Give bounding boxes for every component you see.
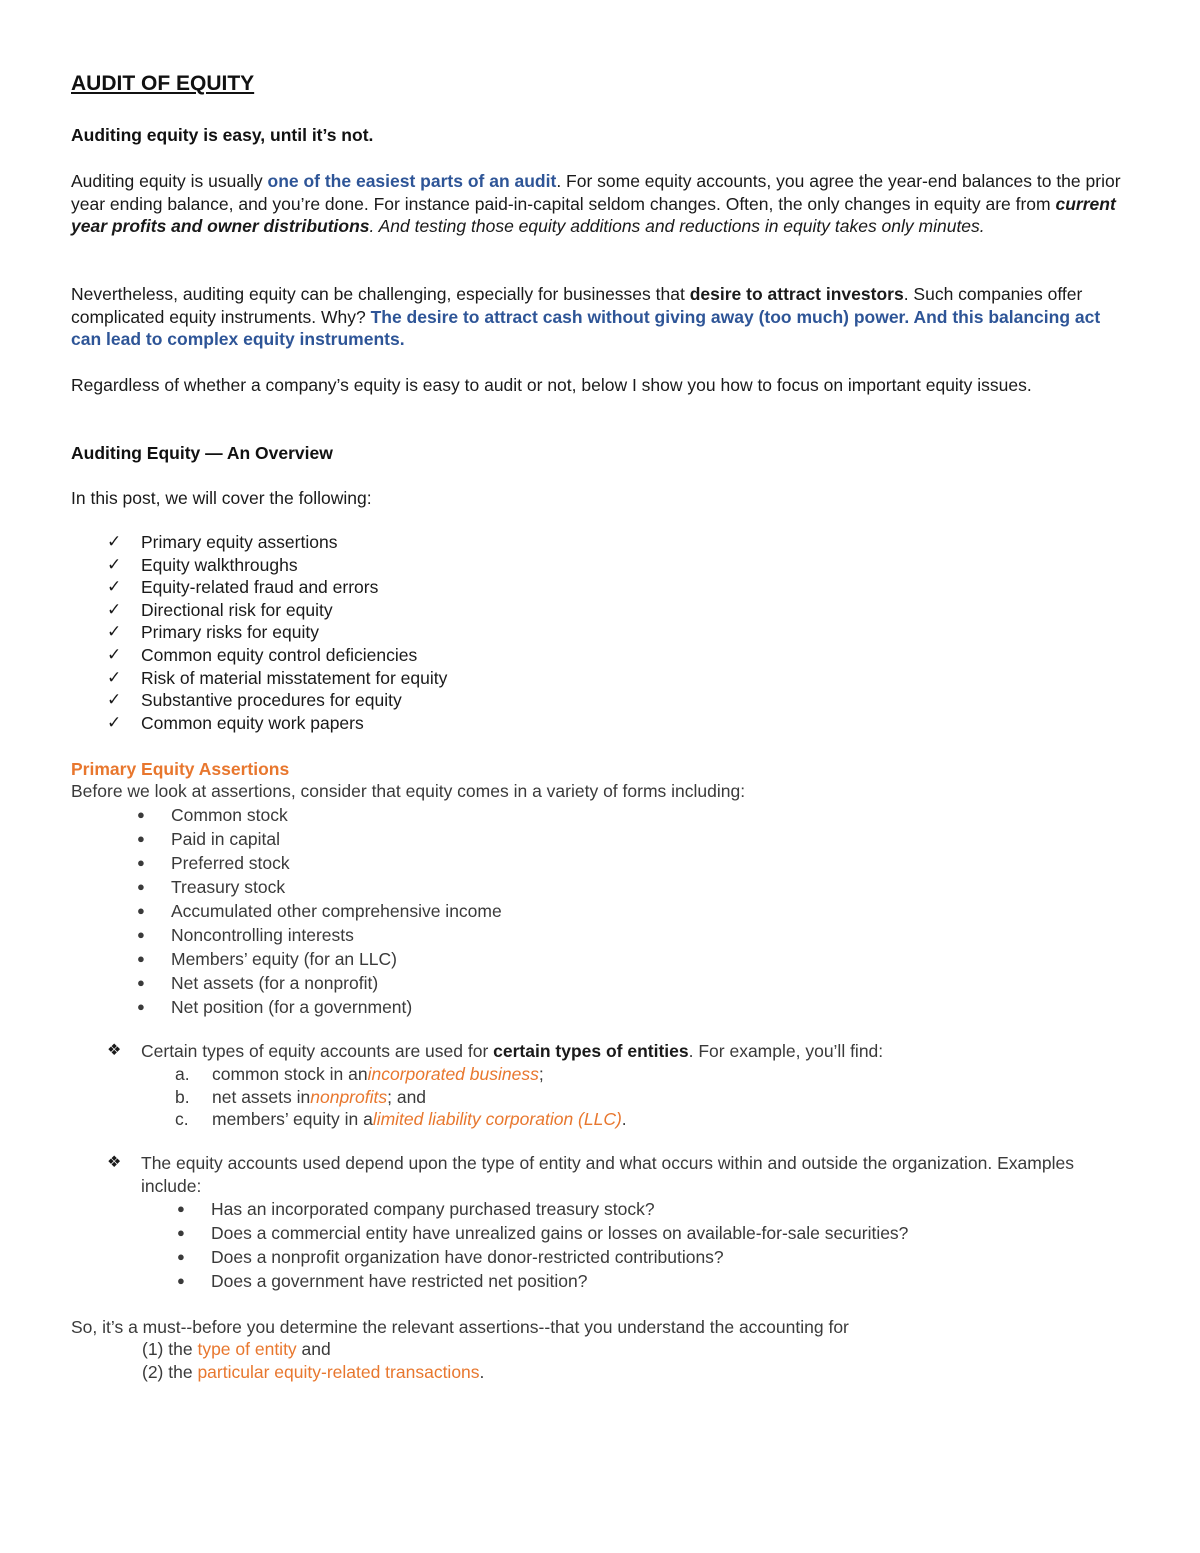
example-label: Has an incorporated company purchased treasury stock? (211, 1198, 655, 1219)
bullet-icon: ● (177, 1248, 185, 1264)
nevertheless-text-1: Nevertheless, auditing equity can be challenging, especially for businesses that (71, 284, 690, 304)
llc-link[interactable]: limited liability corporation (LLC) (372, 1109, 622, 1130)
equity-forms-list (135, 803, 502, 1019)
depend-examples-list (175, 1197, 908, 1293)
check-item-label: Common equity control deficiencies (141, 645, 418, 666)
item-text: common stock in an (212, 1064, 368, 1085)
bullet-icon: ● (137, 902, 145, 918)
item-punct: . (621, 1109, 627, 1130)
list-item (107, 599, 447, 622)
item-label: a. (175, 1064, 190, 1085)
intro-bold-italic: current year profits and owner distributions (71, 193, 1116, 236)
list-item (107, 689, 447, 712)
list-item (107, 621, 447, 644)
entities-text-1: Certain types of equity accounts are used for (141, 1041, 494, 1061)
list-item (175, 1245, 908, 1269)
list-item (135, 971, 502, 995)
list-item (135, 851, 502, 875)
form-label: Treasury stock (171, 876, 286, 897)
item-punct: ; and (387, 1086, 427, 1107)
check-item-label: Directional risk for equity (141, 599, 333, 620)
intro-highlight: one of the easiest parts of an audit (267, 171, 557, 191)
closing-line-2 (142, 1361, 484, 1384)
bullet-icon: ● (137, 854, 145, 870)
list-item (175, 1108, 627, 1131)
intro-text-2: . For some equity accounts, you agree the year-end balances to the prior year ending balance, and you’re done. For instance paid-in-capital seldom changes. Often, the only changes in equity are from (71, 171, 1121, 214)
bullet-icon: ● (137, 998, 145, 1014)
item-punct: ; (538, 1064, 544, 1085)
entities-examples-list (175, 1063, 627, 1131)
list-item (135, 827, 502, 851)
check-item-label: Primary risks for equity (141, 622, 319, 643)
item-text: net assets in (212, 1086, 311, 1107)
form-label: Net assets (for a nonprofit) (171, 972, 379, 993)
diamond-bullet-icon: ❖ (107, 1154, 122, 1171)
type-of-entity-link[interactable]: type of entity (197, 1339, 297, 1359)
list-item (175, 1086, 627, 1109)
entities-note (107, 1040, 1107, 1063)
form-label: Noncontrolling interests (171, 924, 354, 945)
list-item (175, 1197, 908, 1221)
list-item (135, 875, 502, 899)
entities-text-2: . For example, you’ll find: (688, 1041, 884, 1061)
closing-line-1-post: and (296, 1339, 331, 1359)
closing-line-2-pre: (2) the (142, 1362, 198, 1382)
check-icon: ✓ (107, 690, 122, 710)
list-item (175, 1063, 627, 1086)
form-label: Members’ equity (for an LLC) (171, 948, 397, 969)
bullet-icon: ● (137, 974, 145, 990)
list-item (107, 554, 447, 577)
bullet-icon: ● (177, 1224, 185, 1240)
check-icon: ✓ (107, 532, 122, 552)
list-item (135, 899, 502, 923)
check-icon: ✓ (107, 712, 122, 732)
nonprofits-link[interactable]: nonprofits (310, 1086, 388, 1107)
nevertheless-paragraph (71, 283, 1131, 351)
document-title: AUDIT OF EQUITY (71, 72, 255, 95)
list-item (175, 1269, 908, 1293)
item-text: members’ equity in a (212, 1109, 373, 1130)
entities-bold: certain types of entities (493, 1041, 689, 1061)
check-icon: ✓ (107, 577, 122, 597)
check-item-label: Substantive procedures for equity (141, 690, 402, 711)
entities-text (141, 1040, 1107, 1063)
form-label: Paid in capital (171, 828, 280, 849)
list-item (135, 995, 502, 1019)
list-item (135, 803, 502, 827)
check-icon: ✓ (107, 599, 122, 619)
list-item (107, 712, 447, 735)
depend-note (107, 1152, 1107, 1197)
form-label: Common stock (171, 804, 288, 825)
closing-line-2-post: . (479, 1362, 485, 1382)
list-item (135, 923, 502, 947)
equity-transactions-link[interactable]: particular equity-related transactions (197, 1362, 480, 1382)
checklist (107, 531, 447, 734)
bullet-icon: ● (137, 950, 145, 966)
check-item-label: Risk of material misstatement for equity (141, 667, 448, 688)
overview-heading: Auditing Equity — An Overview (71, 443, 333, 463)
check-icon: ✓ (107, 645, 122, 665)
item-label: b. (175, 1086, 190, 1107)
bullet-icon: ● (137, 926, 145, 942)
check-icon: ✓ (107, 554, 122, 574)
form-label: Accumulated other comprehensive income (171, 900, 502, 921)
check-item-label: Primary equity assertions (141, 532, 338, 553)
list-item (107, 644, 447, 667)
list-item (135, 947, 502, 971)
regardless-paragraph: Regardless of whether a company’s equity is easy to audit or not, below I show you how to focus on important equity issues. (71, 375, 1032, 395)
list-item (107, 531, 447, 554)
bullet-icon: ● (137, 830, 145, 846)
bullet-icon: ● (177, 1272, 185, 1288)
intro-italic: . And testing those equity additions and reductions in equity takes only minutes. (369, 216, 985, 236)
form-label: Net position (for a government) (171, 996, 413, 1017)
nevertheless-text-2: . Such companies offer complicated equity instruments. Why? (71, 284, 1083, 327)
list-item (107, 576, 447, 599)
section-lead: Before we look at assertions, consider that equity comes in a variety of forms including: (71, 781, 746, 801)
closing-line-1-pre: (1) the (142, 1339, 198, 1359)
check-item-label: Equity walkthroughs (141, 554, 298, 575)
item-label: c. (175, 1109, 189, 1130)
nevertheless-highlight: The desire to attract cash without giving away (too much) power. And this balancing act can lead to complex equity instruments. (71, 306, 1101, 349)
intro-paragraph (71, 170, 1131, 238)
depend-text: The equity accounts used depend upon the type of entity and what occurs within and outside the organization. Examples include: (141, 1153, 1074, 1196)
check-item-label: Equity-related fraud and errors (141, 577, 379, 598)
list-item (107, 667, 447, 690)
example-label: Does a nonprofit organization have donor-restricted contributions? (211, 1246, 724, 1267)
bullet-icon: ● (177, 1200, 185, 1216)
section-heading-primary-equity-assertions: Primary Equity Assertions (71, 759, 290, 779)
form-label: Preferred stock (171, 852, 290, 873)
closing-text: So, it’s a must--before you determine the relevant assertions--that you understand the accounting for (71, 1317, 849, 1337)
example-label: Does a government have restricted net position? (211, 1270, 588, 1291)
incorporated-business-link[interactable]: incorporated business (367, 1064, 539, 1085)
bullet-icon: ● (137, 806, 145, 822)
list-item (175, 1221, 908, 1245)
check-item-label: Common equity work papers (141, 712, 364, 733)
nevertheless-bold: desire to attract investors (689, 284, 904, 304)
subtitle: Auditing equity is easy, until it’s not. (71, 125, 374, 145)
bullet-icon: ● (137, 878, 145, 894)
check-icon: ✓ (107, 667, 122, 687)
example-label: Does a commercial entity have unrealized gains or losses on available-for-sale securities? (211, 1222, 909, 1243)
cover-intro: In this post, we will cover the following: (71, 488, 372, 508)
check-icon: ✓ (107, 622, 122, 642)
diamond-bullet-icon: ❖ (107, 1042, 122, 1059)
intro-text-1: Auditing equity is usually (71, 171, 268, 191)
closing-line-1 (142, 1338, 331, 1361)
